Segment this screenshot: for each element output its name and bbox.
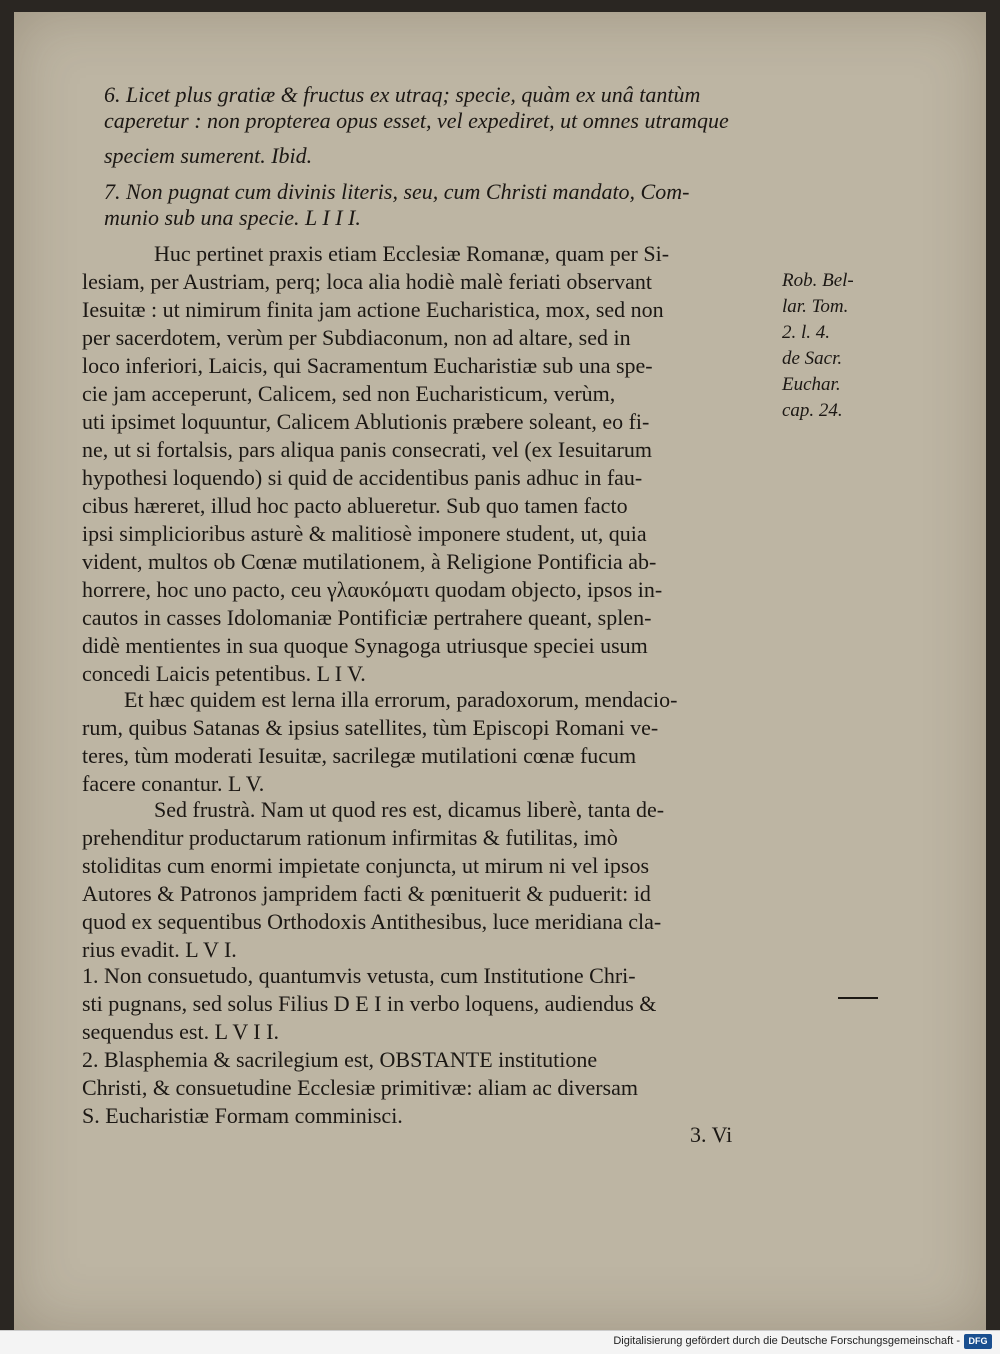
text-line: 6. Licet plus gratiæ & fructus ex utraq; specie, quàm ex unâ tantùm (104, 82, 701, 107)
text-line: rius evadit. L V I. (82, 937, 237, 962)
marginal-dash (838, 997, 878, 999)
text-line: munio sub una specie. L I I I. (104, 205, 361, 230)
text-line: cie jam acceperunt, Calicem, sed non Eucharisticum, verùm, (82, 381, 616, 406)
text-line: uti ipsimet loquuntur, Calicem Ablutionis præbere soleant, eo fi- (82, 409, 650, 434)
text-line: Sed frustrà. Nam ut quod res est, dicamus liberè, tanta de- (154, 797, 665, 822)
catchword: 3. Vi (690, 1122, 733, 1147)
text-line: lesiam, per Austriam, perq; loca alia hodiè malè feriati observant (82, 269, 652, 294)
footer-bar (0, 1330, 1000, 1354)
book-page (14, 12, 986, 1330)
text-line: facere conantur. L V. (82, 771, 265, 796)
text-line: sti pugnans, sed solus Filius D E I in verbo loquens, audiendus & (82, 991, 657, 1016)
text-line: loco inferiori, Laicis, qui Sacramentum Eucharistiæ sub una spe- (82, 353, 653, 378)
text-line: Autores & Patronos jampridem facti & pœnituerit & puduerit: id (82, 881, 651, 906)
text-line: stoliditas cum enormi impietate conjuncta, ut mirum ni vel ipsos (82, 853, 650, 878)
text-line: 1. Non consuetudo, quantumvis vetusta, cum Institutione Chri- (82, 963, 636, 988)
text-line: teres, tùm moderati Iesuitæ, sacrilegæ mutilationi cœnæ fucum (82, 743, 637, 768)
text-line: vident, multos ob Cœnæ mutilationem, à Religione Pontificia ab- (82, 549, 657, 574)
marginal-note-line: Euchar. (782, 374, 841, 395)
footer-credit: Digitalisierung gefördert durch die Deutsche Forschungsgemeinschaft - (613, 1335, 960, 1347)
text-line: Iesuitæ : ut nimirum finita jam actione Eucharistica, mox, sed non (82, 297, 664, 322)
text-line: Et hæc quidem est lerna illa errorum, paradoxorum, mendacio- (124, 687, 678, 712)
marginal-note-line: cap. 24. (782, 400, 843, 421)
text-line: quod ex sequentibus Orthodoxis Antithesibus, luce meridiana cla- (82, 909, 662, 934)
text-line: cautos in casses Idolomaniæ Pontificiæ pertrahere queant, splen- (82, 605, 652, 630)
text-line: cibus hæreret, illud hoc pacto ablueretur. Sub quo tamen facto (82, 493, 628, 518)
text-line: speciem sumerent. Ibid. (104, 143, 313, 168)
text-line: per sacerdotem, verùm per Subdiaconum, non ad altare, sed in (82, 325, 631, 350)
marginal-note-line: 2. l. 4. (782, 322, 831, 343)
marginal-note-line: lar. Tom. (782, 296, 849, 317)
text-line: caperetur : non propterea opus esset, vel expediret, ut omnes utramque (104, 108, 729, 133)
dfg-logo: DFG (964, 1334, 992, 1349)
text-line: 7. Non pugnat cum divinis literis, seu, cum Christi mandato, Com- (104, 179, 690, 204)
text-line: didè mentientes in sua quoque Synagoga utriusque speciei usum (82, 633, 648, 658)
text-line: Christi, & consuetudine Ecclesiæ primitivæ: aliam ac diversam (82, 1075, 638, 1100)
text-line: ne, ut si fortalsis, pars aliqua panis consecrati, vel (ex Iesuitarum (82, 437, 652, 462)
text-line: S. Eucharistiæ Formam comminisci. (82, 1103, 403, 1128)
text-line: prehenditur productarum rationum infirmitas & futilitas, imò (82, 825, 618, 850)
text-line: horrere, hoc uno pacto, ceu γλαυκόματι quodam objecto, ipsos in- (82, 577, 663, 602)
text-line: rum, quibus Satanas & ipsius satellites, tùm Episcopi Romani ve- (82, 715, 659, 740)
text-line: ipsi simplicioribus asturè & malitiosè imponere student, ut, quia (82, 521, 647, 546)
text-line: concedi Laicis petentibus. L I V. (82, 661, 366, 686)
text-line: sequendus est. L V I I. (82, 1019, 279, 1044)
text-line: 2. Blasphemia & sacrilegium est, OBSTANTE institutione (82, 1047, 598, 1072)
marginal-note-line: Rob. Bel- (782, 270, 854, 291)
marginal-note-line: de Sacr. (782, 348, 843, 369)
text-line: hypothesi loquendo) si quid de accidentibus panis adhuc in fau- (82, 465, 643, 490)
text-line: Huc pertinet praxis etiam Ecclesiæ Romanæ, quam per Si- (154, 241, 670, 266)
